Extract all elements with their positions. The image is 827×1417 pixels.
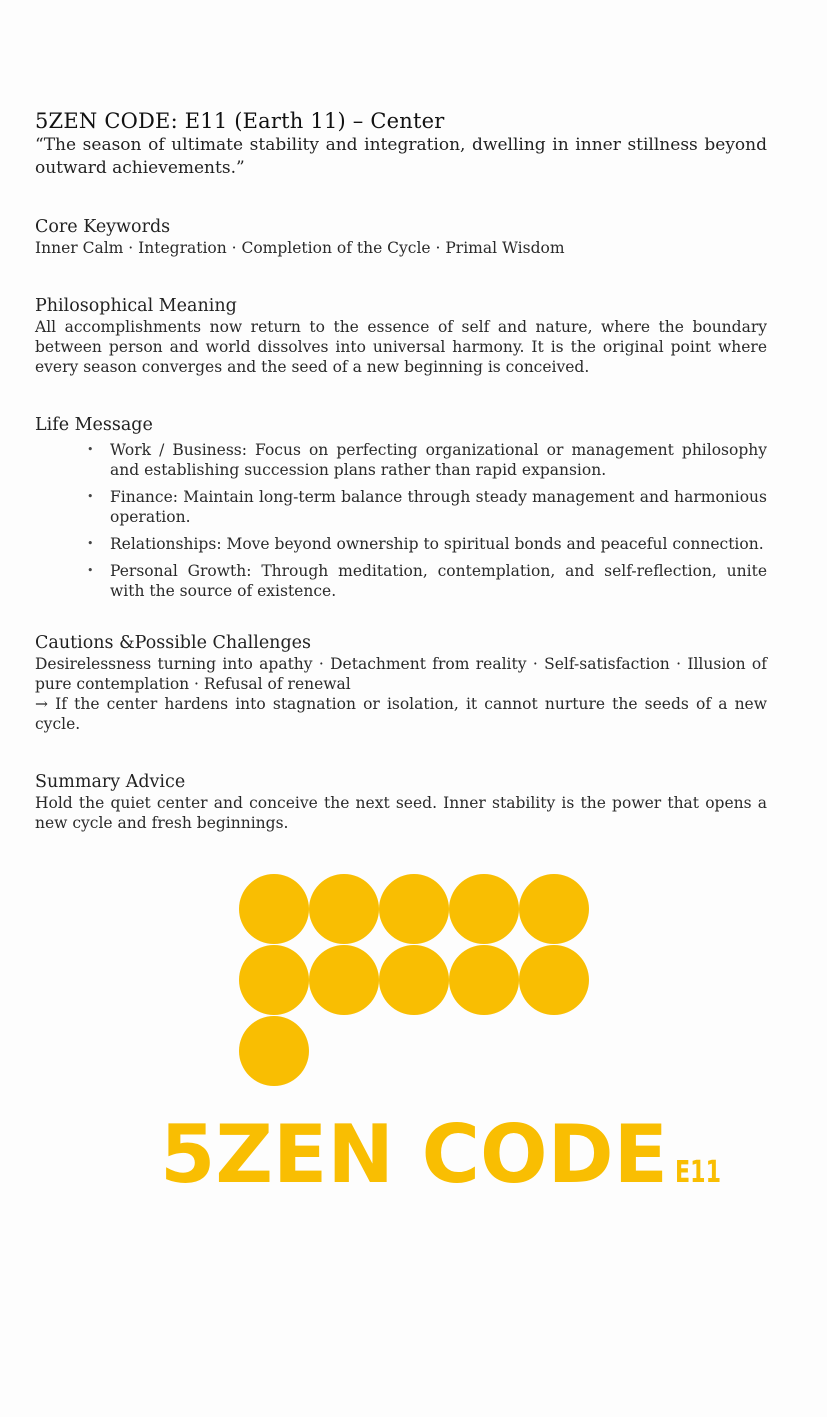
cautions-note: → If the center hardens into stagnation or isolation, it cannot nurture the seeds of a new cycle.	[35, 695, 767, 733]
philosophical-meaning-heading: Philosophical Meaning	[35, 296, 237, 316]
life-message-list	[35, 440, 767, 601]
summary-text: Hold the quiet center and conceive the next seed. Inner stability is the power that opens a new cycle and fresh beginnings.	[35, 794, 767, 832]
document	[35, 108, 767, 833]
list-item: • Work / Business: Focus on perfecting organizational or management philosophy and establishing succession plans rather than rapid expansion.	[110, 440, 767, 480]
page-subtitle: “The season of ultimate stability and integration, dwelling in inner stillness beyond outward achievements.”	[35, 135, 767, 178]
philosophical-meaning-text: All accomplishments now return to the essence of self and nature, where the boundary between person and world dissolves into universal harmony. It is the original point where every season converges and the seed of a new beginning is conceived.	[35, 318, 767, 376]
logo-dot	[379, 874, 449, 944]
cautions-text: Desirelessness turning into apathy · Detachment from reality · Self-satisfaction · Illusion of pure contemplation · Refusal of renewal	[35, 655, 767, 693]
list-item: • Personal Growth: Through meditation, contemplation, and self-reflection, unite with the source of existence.	[110, 561, 767, 601]
philosophical-meaning-section	[35, 295, 767, 377]
logo-dot	[239, 945, 309, 1015]
logo-wordmark: 5ZEN CODE	[160, 1108, 668, 1201]
list-item: • Relationships: Move beyond ownership to spiritual bonds and peaceful connection.	[110, 534, 767, 554]
life-message-heading: Life Message	[35, 415, 153, 435]
logo-dot	[519, 945, 589, 1015]
core-keywords-section	[35, 216, 767, 258]
logo-dot	[309, 945, 379, 1015]
cautions-section	[35, 632, 767, 734]
summary-heading: Summary Advice	[35, 772, 186, 792]
page-title: 5ZEN CODE: E11 (Earth 11) – Center	[35, 109, 445, 133]
logo-dot	[519, 874, 589, 944]
logo-dot	[449, 874, 519, 944]
logo-dot	[309, 874, 379, 944]
summary-section	[35, 771, 767, 833]
core-keywords-text: Inner Calm · Integration · Completion of the Cycle · Primal Wisdom	[35, 239, 565, 257]
logo-code: E11	[675, 1155, 721, 1190]
logo-dot	[239, 1016, 309, 1086]
list-item: • Finance: Maintain long-term balance through steady management and harmonious operation.	[110, 487, 767, 527]
life-message-section	[35, 414, 767, 601]
cautions-heading: Cautions &Possible Challenges	[35, 633, 311, 653]
logo-dot-grid	[239, 874, 589, 1086]
logo-dot	[379, 945, 449, 1015]
core-keywords-heading: Core Keywords	[35, 217, 171, 237]
logo-dot	[239, 874, 309, 944]
logo-dot	[449, 945, 519, 1015]
brand-logo	[0, 873, 827, 1203]
logo-graphic	[0, 873, 827, 1203]
